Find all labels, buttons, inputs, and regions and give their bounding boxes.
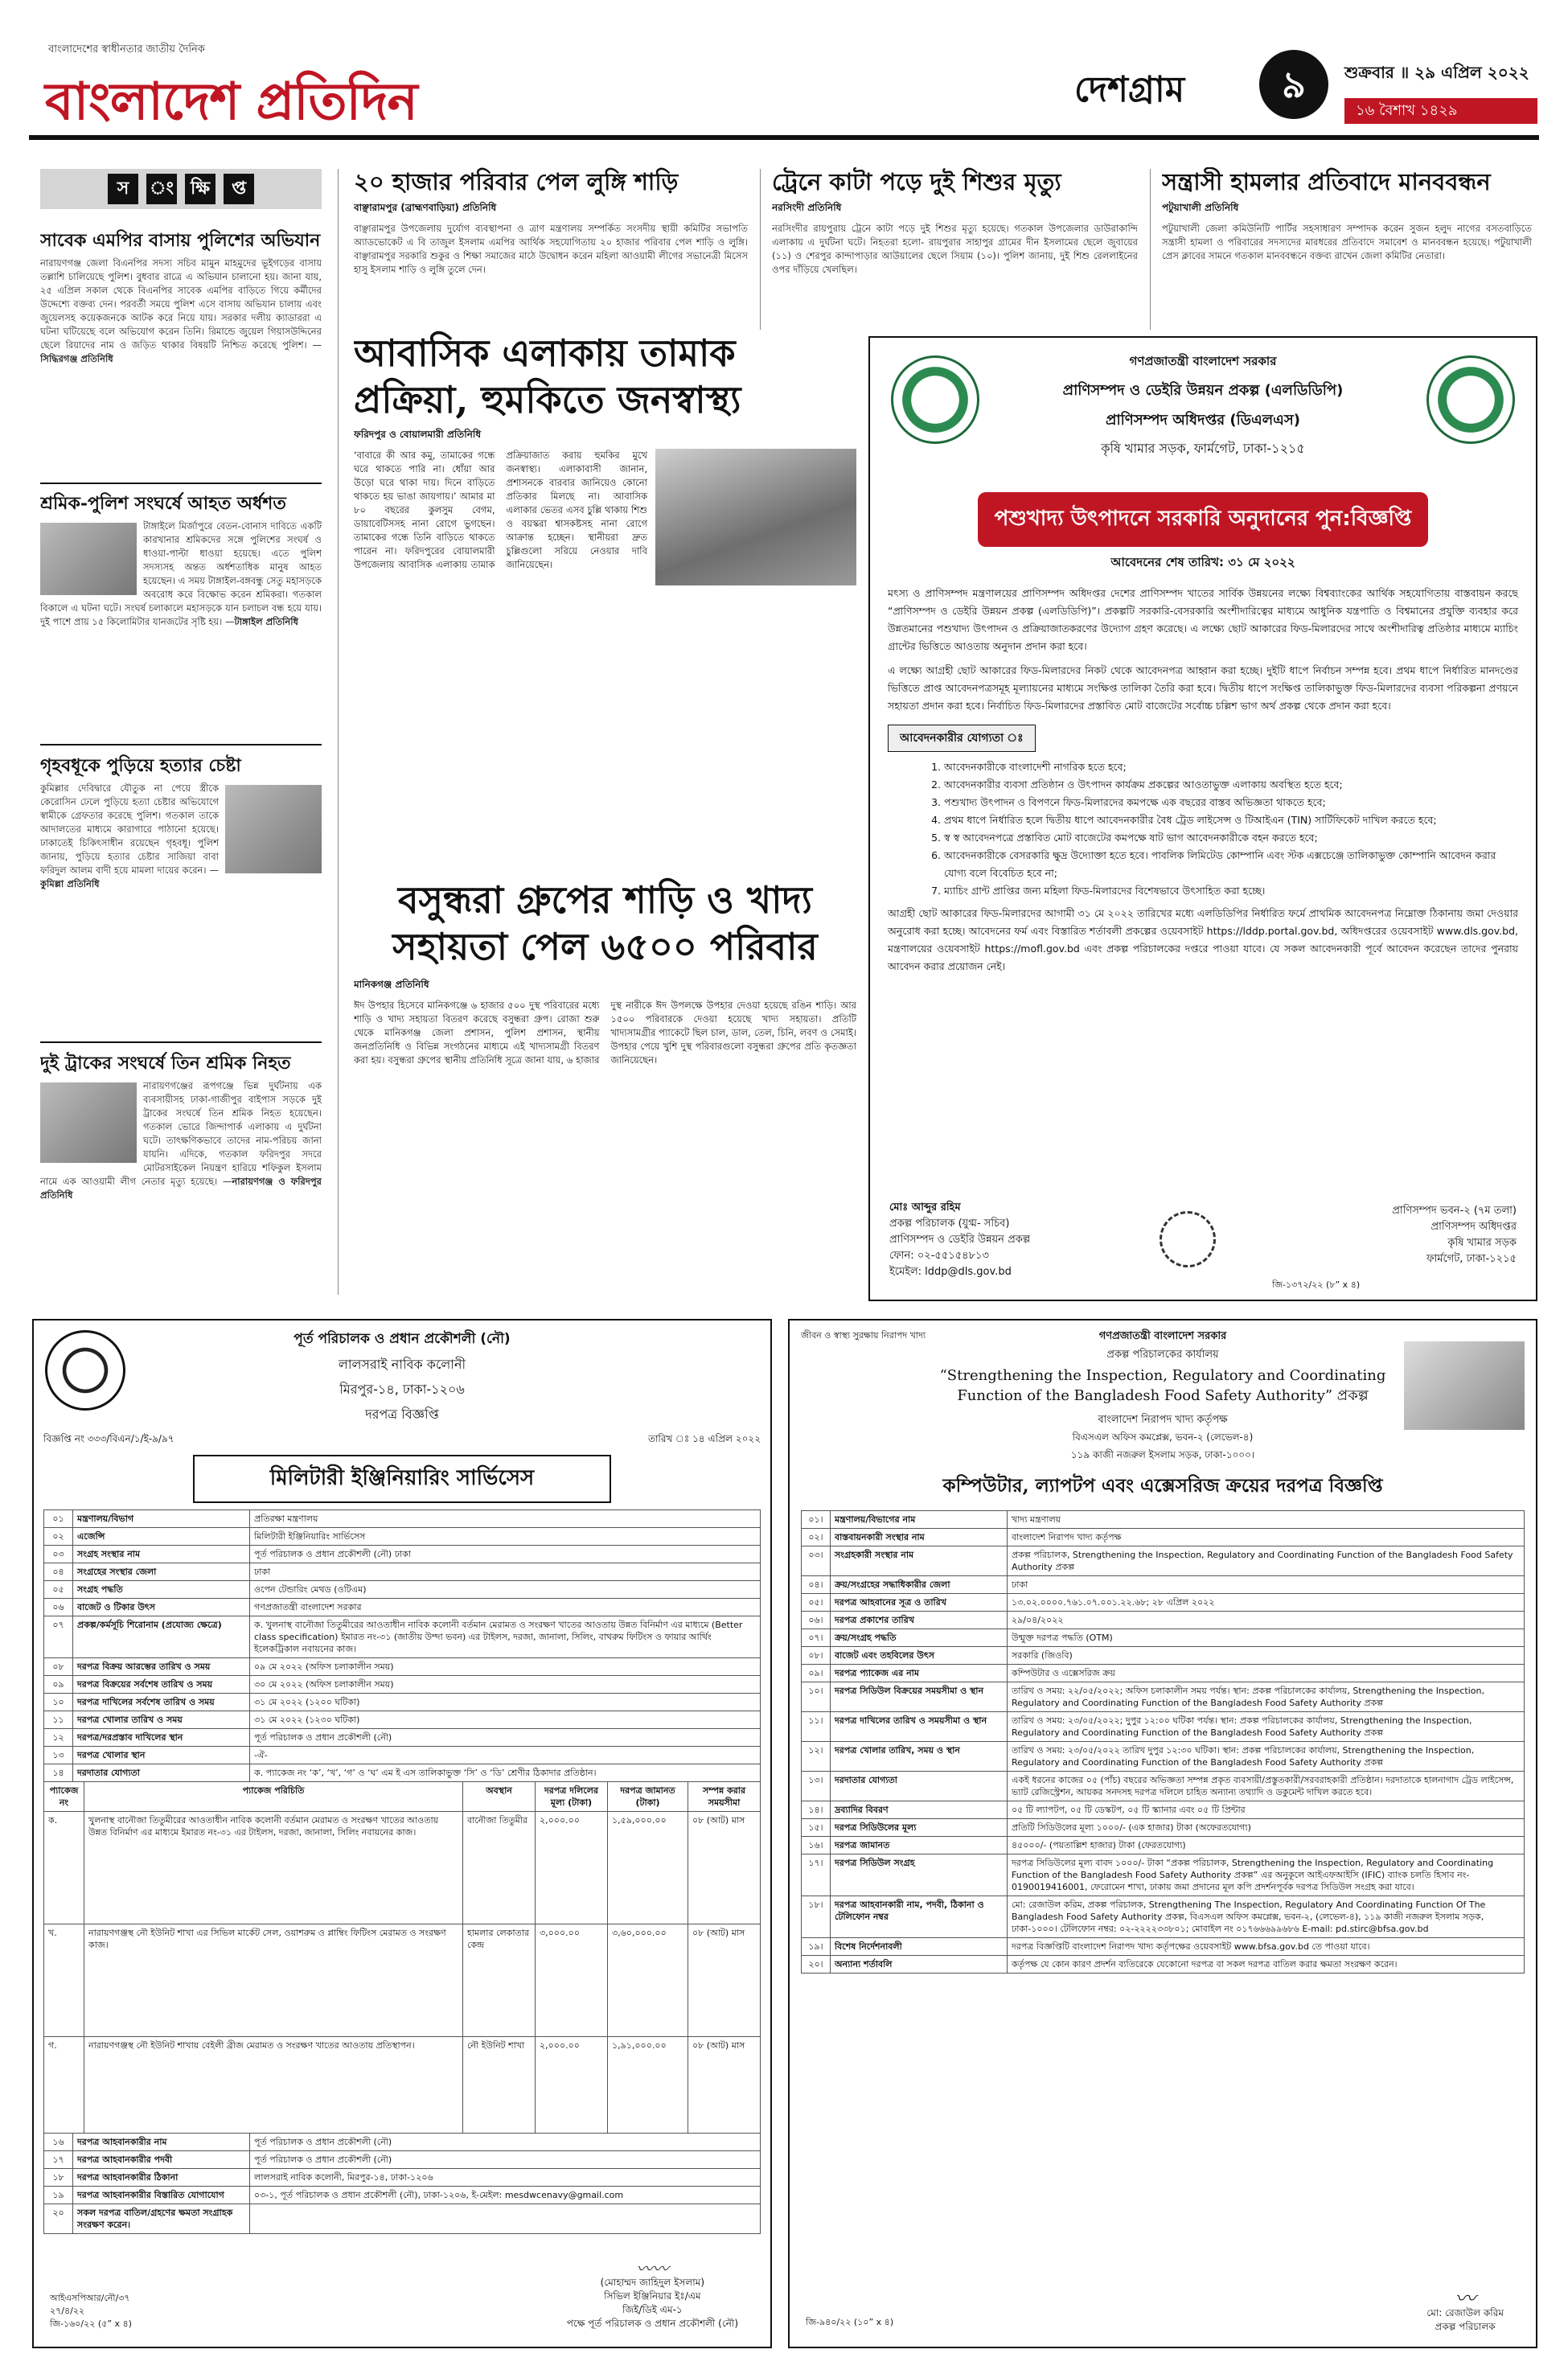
bfsa-tagline: জীবন ও স্বাস্থ্য সুরক্ষায় নিরাপদ খাদ্য <box>801 1330 926 1341</box>
ad-dept-name: প্রাণিসম্পদ অধিদপ্তর (ডিএলএস) <box>1106 412 1300 429</box>
signer-name: (মোহাম্মদ জাহিদুল ইসলাম) <box>600 2277 705 2288</box>
table-row: ১০। দরপত্র সিডিউল বিক্রয়ের সময়সীমা ও স্থান তারিখ ও সময়: ২২/০৫/২০২২; অফিস চলাকালীন সময় পর্যন্ত। স্থান: প্রকল্প পরিচালকের কার্যালয়, Strengthening the Inspection, Regulatory and Coordinating Function of the Bangladesh Food Safety Authority প্রকল্প <box>802 1682 1525 1712</box>
table-row: ০৩। সংগ্রহকারী সংস্থার নাম প্রকল্প পরিচালক, Strengthening the Inspection, Regulatory and Coordinating Function of the Bangladesh Food Safety Authority প্রকল্প <box>802 1546 1525 1576</box>
table-row: ১৫। দরপত্র সিডিউলের মূল্য প্রতিটি সিডিউলের মূল্য ১০০০/- (এক হাজার) টাকা (অফেরতযোগ্য) <box>802 1819 1525 1837</box>
table-row: ০৫ সংগ্রহ পদ্ধতি ওপেন টেন্ডারিং মেথড (ওটিএম) <box>44 1581 761 1599</box>
newspaper-logo: বাংলাদেশ প্রতিদিন <box>45 72 417 132</box>
article-byline: পটুয়াখালী প্রতিনিধি <box>1162 202 1239 213</box>
bfsa-address: বিএসএল অফিস কমপ্লেক্স, ভবন-২ (লেভেল-৪) <box>1072 1431 1254 1443</box>
article-headline: আবাসিক এলাকায় তামাক প্রক্রিয়া, হুমকিতে জনস্বাস্থ্য <box>354 331 741 421</box>
briefs-letter: ক্ষি <box>185 174 215 204</box>
article-byline: বাঞ্ছারামপুর (ব্রাহ্মণবাড়িয়া) প্রতিনিধি <box>354 202 497 213</box>
table-row: ২০। অন্যান্য শর্তাবলি কর্তৃপক্ষ যে কোন কারণ প্রদর্শন ব্যতিরেকে যেকোনো দরপত্র বা সকল দরপত্র বাতিল করার ক্ষমতা সংরক্ষণ করেন। <box>802 1956 1525 1974</box>
eligibility-title: আবেদনকারীর যোগ্যতা ঃ <box>888 725 1036 752</box>
mes-office: পূর্ত পরিচালক ও প্রধান প্রকৌশলী (নৌ) <box>293 1331 511 1347</box>
news-article <box>354 877 856 1295</box>
table-row: ০৮। বাজেট এবং তহবিলের উৎস সরকারি (জিওবি) <box>802 1647 1525 1665</box>
brief-credit: সিদ্ধিরগঞ্জ প্রতিনিধি <box>40 353 113 364</box>
brief-credit: টাঙ্গাইল প্রতিনিধি <box>234 616 298 627</box>
bfsa-project: “Strengthening the Inspection, Regulatory and Coordinating Function of the Bangladesh Food Safety Authority” প্রকল্প <box>939 1367 1386 1404</box>
ad-paragraph: এ লক্ষ্যে আগ্রহী ছোট আকারের ফিড-মিলারদের নিকট থেকে আবেদনপত্র আহ্বান করা হচ্ছে। দুইটি ধাপে নির্বাচন সম্পন্ন হবে। প্রথম ধাপে নির্ধারিত মানদণ্ডের ভিত্তিতে প্রাপ্ত আবেদনপত্রসমূহ মূল্যায়নের মাধ্যমে সংক্ষিপ্ত তালিকা তৈরি করা হবে। দ্বিতীয় ধাপে সংক্ষিপ্ত তালিকাভুক্ত ফিড-মিলারদের ব্যবসা পরিকল্পনা প্রণয়নে সহায়তা প্রদান করা হবে। নির্বাচিত ফিড-মিলারদের প্রস্তাবিত মোট বাজেটের সর্বোচ্চ চল্লিশ ভাগ অর্থ প্রকল্প থেকে প্রদান করা হবে। <box>888 664 1518 712</box>
mes-tender-ad <box>32 1319 772 2348</box>
table-row: ১৪। দ্রব্যাদির বিবরণ ০৫ টি ল্যাপটপ, ০৫ টি ডেস্কটপ, ০৫ টি স্ক্যানার এবং ০৫ টি প্রিন্টার <box>802 1801 1525 1819</box>
table-row: ১৮। দরপত্র আহবানকারী নাম, পদবী, ঠিকানা ও টেলিফোন নম্বর মো: রেজাউল করিম, প্রকল্প পরিচালক, Strengthening The Inspection, Regulatory And Coordinating Function Of The Bangladesh Food Safety Authority প্রকল্প, বিএসএল অফিস কমপ্লেক্স, ভবন-২, (লেভেল-৪), ১১৯ কাজী নজরুল ইসলাম সড়ক, ঢাকা-১০০০। টেলিফোন নম্বর: ০২-২২২২৩৩৮০১; মোবাইল নং ০১৭৬৬৬৯৯৬৮৬ E-mail: pd.stirc@bfsa.gov.bd <box>802 1896 1525 1938</box>
mes-date: তারিখ ঃ ১৪ এপ্রিল ২০২২ <box>647 1433 761 1444</box>
table-row: গ. নারায়ণগঞ্জস্থ নৌ ইউনিট শাখায় বেইলী ব্রীজ মেরামত ও সংরক্ষণ খাতের আওতায় প্রতিস্থাপন। নৌ ইউনিট শাখা ২,০০০.০০ ১,৯১,০০০.০০ ০৮ (আট) মাস <box>44 2037 761 2134</box>
navy-anchor-icon <box>45 1330 125 1411</box>
mes-notice: দরপত্র বিজ্ঞপ্তি <box>365 1407 439 1422</box>
ad-code: আইএসপিআর/নৌ/৩৭ <box>50 2293 130 2303</box>
brief-title: দুই ট্রাকের সংঘর্ষে তিন শ্রমিক নিহত <box>40 1053 291 1074</box>
table-header-row: প্যাকেজ নং প্যাকেজ পরিচিতি অবস্থান দরপত্র দলিলের মূল্য (টাকা) দরপত্র জামানত (টাকা) সম্পন্ন করার সময়সীমা <box>44 1782 761 1812</box>
brief-article: দুই ট্রাকের সংঘর্ষে তিন শ্রমিক নিহত নারায়ণগঞ্জের রূপগঞ্জে ভিন্ন দুর্ঘটনায় এক ব্যবসায়ীসহ ঢাকা-গাজীপুর বাইপাস সড়কে দুই ট্রাকের সংঘর্ষে তিন শ্রমিক নিহত হয়েছেন। গতকাল ভোরে জিন্দাপার্ক এলাকায় এ দুর্ঘটনা ঘটে। তাৎক্ষণিকভাবে তাদের নাম-পরিচয় জানা যায়নি। এদিকে, গতকাল ফরিদপুর সদরে মোটরসাইকেল নিয়ন্ত্রণ হারিয়ে শফিকুল ইসলাম নামে এক আওয়ামী লীগ নেতার মৃত্যু হয়েছে। —নারায়ণগঞ্জ ও ফরিদপুর প্রতিনিধি <box>40 1053 322 1201</box>
bangladesh-govt-seal-icon <box>891 355 979 444</box>
brief-body: নারায়ণগঞ্জ জেলা বিএনপির সদস্য সচিব মামুন মাহমুদের ভূইগড়ের বাসায় তল্লাশি চালিয়েছে পুলিশ। বুধবার রাত্রে এ অভিযান চালানো হয়। জানা যায়, ২৫ এপ্রিল সকাল থেকে বিএনপির সাবেক এমপির বাড়িতে গিয়ে কর্মীদের উদ্দেশ্যে বক্তব্য দেন। পরবর্তী সময়ে পুলিশ এসে বাসায় অভিযান চালায় এবং জুয়েলসহ কয়েকজনকে আটক করে নিয়ে যায়। সরকার দলীয় ক্যাডাররা এ ঘটনা ঘটিয়েছে বলে অভিযোগ করেন তিনি। রিমান্ডে জুয়েল গিয়াসউদ্দিনের ছেলে রিয়াদের নাম ও জড়িত থাকার বিষয়টি নিশ্চিত করেছে পুলিশ। <box>40 257 322 351</box>
mes-ref: বিজ্ঞপ্তি নং ৩৩৩/বিএন/১/ই-৯/৯৭ <box>43 1433 174 1444</box>
ad-code: জি-১৩৭২/২২ (৮” x ৪) <box>1272 1279 1361 1290</box>
ad-code: ২৭/৪/২২ <box>50 2306 85 2316</box>
article-byline: মানিকগঞ্জ প্রতিনিধি <box>354 979 429 990</box>
article-headline: বসুন্ধরা গ্রুপের শাড়ি ও খাদ্য সহায়তা পেল ৬৫০০ পরিবার <box>392 878 818 968</box>
table-row: ১২ দরপত্র/দরপ্রস্তাব দাখিলের স্থান পূর্ত পরিচালক ও প্রধান প্রকৌশলী (নৌ) <box>44 1729 761 1747</box>
table-row: ০৯ দরপত্র বিক্রয়ের সর্বশেষ তারিখ ও সময় ৩০ মে ২০২২ (অফিস চলাকালীন সময়) <box>44 1676 761 1694</box>
brief-article: সাবেক এমপির বাসায় পুলিশের অভিযান নারায়ণগঞ্জ জেলা বিএনপির সদস্য সচিব মামুন মাহমুদের ভূইগড়ের বাসায় তল্লাশি চালিয়েছে পুলিশ। বুধবার রাত্রে এ অভিযান চালানো হয়। জানা যায়, ২৫ এপ্রিল সকাল থেকে বিএনপির সাবেক এমপির বাড়িতে গিয়ে কর্মীদের উদ্দেশ্যে বক্তব্য দেন। পরবর্তী সময়ে পুলিশ এসে বাসায় অভিযান চালায় এবং জুয়েলসহ কয়েকজনকে আটক করে নিয়ে যায়। সরকার দলীয় ক্যাডাররা এ ঘটনা ঘটিয়েছে বলে অভিযোগ করেন তিনি। রিমান্ডে জুয়েল গিয়াসউদ্দিনের ছেলে রিয়াদের নাম ও জড়িত থাকার বিষয়টি নিশ্চিত করেছে পুলিশ। —সিদ্ধিরগঞ্জ প্রতিনিধি <box>40 230 322 364</box>
table-row: ০৪। ক্রয়/সংগ্রহের সদ্ধাধিকারীর জেলা ঢাকা <box>802 1576 1525 1594</box>
ad-address: কৃষি খামার সড়ক, ফার্মগেট, ঢাকা-১২১৫ <box>1101 441 1305 456</box>
column-rule <box>338 169 339 1295</box>
article-headline: ট্রেনে কাটা পড়ে দুই শিশুর মৃত্যু <box>772 168 1061 195</box>
signer-phone: ফোন: ০২-৫৫১৫৪৮১৩ <box>889 1250 989 1262</box>
briefs-letter: প্ত <box>224 174 254 204</box>
mes-colony: লালসরাই নাবিক কলোনী <box>338 1357 466 1372</box>
bfsa-gov: গণপ্রজাতন্ত্রী বাংলাদেশ সরকার <box>1098 1330 1227 1342</box>
news-article <box>354 167 748 328</box>
article-body: নরসিংদীর রায়পুরায় ট্রেনে কাটা পড়ে দুই শিশুর মৃত্যু হয়েছে। গতকাল উপজেলার ডাউরাকান্দি এলাকায় এ দুর্ঘটনা ঘটে। নিহতরা হলো- রায়পুরার সাহাপুর গ্রামের দীন ইসলামের ছেলে জুবায়ের (১১) ও শেরপুর কান্দাপাড়ার আউয়ালের ছেলে সিয়াম (১০)। পুলিশ জানায়, দুই শিশু রেললাইনের ওপর দাঁড়িয়ে খেলছিল। <box>772 223 1138 275</box>
article-body: ‘বাবারে কী আর কমু, তামাকের গন্ধে ঘরে থাকতে পারি না। ধোঁয়া আর উড়ো ঘরে থাকা দায়। দিনে বাড়িতে থাকতে হয় ভাঙা জায়গায়।’ আমার মা ৮০ বছরের কুলসুম বেগম, ডায়াবেটিসসহ নানা রোগে ভুগছেন। তামাকের গন্ধে তিনি বাড়িতে থাকতে পারেন না। ফরিদপুরের বোয়ালমারী উপজেলায় আবাসিক এলাকায় তামাক প্রক্রিয়াজাত করায় হুমকির মুখে জনস্বাস্থ্য। এলাকাবাসী জানান, প্রশাসনকে বারবার জানিয়েও কোনো প্রতিকার মিলছে না। আবাসিক এলাকার ভেতর এসব চুল্লি থাকায় শিশু ও বয়স্করা শ্বাসকষ্টসহ নানা রোগে আক্রান্ত হচ্ছেন। স্থানীয়রা দ্রুত চুল্লিগুলো সরিয়ে নেওয়ার দাবি জানিয়েছেন। <box>354 450 647 570</box>
divider <box>40 483 322 484</box>
signer-title: সিভিল ইঞ্জিনিয়ার ইঃ/এম <box>604 2290 701 2302</box>
mujib-100-logo-icon <box>1404 1341 1525 1430</box>
masthead-rule <box>29 135 1539 140</box>
table-row: ১৭ দরপত্র আহবানকারীর পদবী পূর্ত পরিচালক ও প্রধান প্রকৌশলী (নৌ) <box>44 2151 761 2169</box>
brief-article: শ্রমিক-পুলিশ সংঘর্ষে আহত অর্ধশত টাঙ্গাইলে মির্জাপুরে বেতন-বোনাস দাবিতে একটি কারখানার শ্রমিকদের সঙ্গে পুলিশের সংঘর্ষ ও ধাওয়া-পাল্টা ধাওয়া হয়েছে। এতে পুলিশ সদস্যসহ অন্তত অর্ধশতাধিক মানুষ আহত হয়েছেন। এ সময় টাঙ্গাইল-বঙ্গবন্ধু সেতু মহাসড়কে অবরোধ করে বিক্ষোভ করেন শ্রমিকরা। গতকাল বিকালে এ ঘটনা ঘটে। সংঘর্ষ চলাকালে মহাসড়কে যান চলাচল বন্ধ হয়ে যায়। দুই পাশে প্রায় ১৫ কিলোমিটার যানজটের সৃষ্টি হয়। —টাঙ্গাইল প্রতিনিধি <box>40 493 322 627</box>
ad-apply-text: আগ্রহী ছোট আকারের ফিড-মিলারদের আগামী ৩১ মে ২০২২ তারিখের মধ্যে এলডিডিপির নির্ধারিত ফর্মে প্রাথমিক আবেদনপত্র নিম্নোক্ত ঠিকানায় জমা দেওয়ার অনুরোধ করা হচ্ছে। আবেদনের ফর্ম এবং বিস্তারিত শর্তাবলী প্রকল্পের ওয়েবসাইট https://lddp.portal.gov.bd, অধিদপ্তরের ওয়েবসাইট www.dls.gov.bd, মন্ত্রণালয়ের ওয়েবসাইট https://mofl.gov.bd এবং প্রকল্প পরিচালকের দপ্তরে পাওয়া যাবে। যে সকল আবেদনকারী পূর্বে আবেদন করেছেন তাদের পুনরায় আবেদন করার প্রয়োজন নেই। <box>888 907 1518 972</box>
brief-title: গৃহবধূকে পুড়িয়ে হত্যার চেষ্টা <box>40 755 241 776</box>
column-rule <box>1150 169 1151 330</box>
table-row: ১২। দরপত্র খোলার তারিখ, সময় ও স্থান তারিখ ও সময়: ২৩/০৫/২০২২ তারিখ দুপুর ১২:৩০ ঘটিকা। স্থান: প্রকল্প পরিচালকের কার্যালয়, Strengthening the Inspection, Regulatory and Coordinating Function of the Bangladesh Food Safety Authority প্রকল্প <box>802 1742 1525 1772</box>
article-body: পটুয়াখালী জেলা কমিউনিটি পার্টির সহসাধারণ সম্পাদক করেন সুজন হলুদ নাগের বসতবাড়িতে সন্ত্রাসী হামলা ও পরিবারের সদস্যদের মারধরের প্রতিবাদে সমাবেশ ও মানববন্ধন হয়েছে। পটুয়াখালী প্রেস ক্লাবের সামনে গতকাল মানববন্ধনে বক্তব্য রাখেন জেলা কমিটির নেতারা। <box>1162 223 1532 261</box>
column-rule <box>760 169 761 330</box>
table-row: ০১ মন্ত্রণালয়/বিভাগ প্রতিরক্ষা মন্ত্রণালয় <box>44 1510 761 1528</box>
brief-article: গৃহবধূকে পুড়িয়ে হত্যার চেষ্টা কুমিল্লার দেবিদ্বারে যৌতুক না পেয়ে স্ত্রীকে কেরোসিন ঢেলে পুড়িয়ে হত্যা চেষ্টার অভিযোগে স্বামীকে গ্রেফতার করেছে পুলিশ। গতকাল তাকে আদালতের মাধ্যমে কারাগারে পাঠানো হয়েছে। ঢাকাতেই চিকিৎসাধীন রয়েছেন গৃহবধূ। পুলিশ জানায়, পুড়িয়ে হত্যার চেষ্টার সাজিয়া বাবা ফরিদুল আলম বাদী হয়ে মামলা দায়ের করেন। —কুমিল্লা প্রতিনিধি <box>40 754 322 1032</box>
signer-name: মো: রেজাউল করিম <box>1426 2307 1504 2319</box>
article-byline: ফরিদপুর ও বোয়ালমারী প্রতিনিধি <box>354 429 482 440</box>
ad-project-name: প্রাণিসম্পদ ও ডেইরি উন্নয়ন প্রকল্প (এলডিডিপি) <box>1062 382 1344 399</box>
table-row: ০৮ দরপত্র বিক্রয় আরম্ভের তারিখ ও সময় ০৯ মে ২০২২ (অফিস চলাকালীন সময়) <box>44 1658 761 1676</box>
brief-photo <box>40 523 137 595</box>
masthead <box>29 14 1539 159</box>
brief-credit: নারায়ণগঞ্জ ও ফরিদপুর প্রতিনিধি <box>40 1176 322 1201</box>
eligibility-item: 2. আবেদনকারীর ব্যবসা প্রতিষ্ঠান ও উৎপাদন কার্যক্রম প্রকল্পের আওতাভুক্ত এলাকায় অবস্থিত হতে হবে; <box>944 776 1518 794</box>
signer-title: জিই/ডিই এম-১ <box>622 2304 683 2315</box>
ad-intro: মৎস্য ও প্রাণিসম্পদ মন্ত্রণালয়ের প্রাণিসম্পদ অধিদপ্তর দেশের প্রাণিসম্পদ খাতের সার্বিক উন্নয়নের লক্ষ্যে বিশ্বব্যাংকের আর্থিক সহযোগিতায় বাস্তবায়ন করছে “প্রাণিসম্পদ ও ডেইরি উন্নয়ন প্রকল্প (এলডিডিপি)”। প্রকল্পটি সরকারি-বেসরকারি অংশীদারিত্বের মাধ্যমে আধুনিক যন্ত্রপাতি ও বিশ্বমানের প্রযুক্তি ব্যবহার করে উন্নতমানের পশুখাদ্য উৎপাদন ও প্রক্রিয়াজাতকরণের উদ্যোগ গ্রহণ করেছে। এ লক্ষ্যে ছোট আকারের ফিড-মিলারদের সাথে অংশীদারিত্ব প্রতিষ্ঠার মাধ্যমে ম্যাচিং গ্রান্টের ভিত্তিতে আওতায় অনুদান প্রদান করা হবে। <box>888 587 1518 652</box>
table-row: ১০ দরপত্র দাখিলের সর্বশেষ তারিখ ও সময় ৩১ মে ২০২২ (১২০০ ঘটিকা) <box>44 1694 761 1711</box>
table-row: ১১। দরপত্র দাখিলের তারিখ ও সময়সীমা ও স্থান তারিখ ও সময়: ২৩/০৫/২০২২; দুপুর ১২:০০ ঘটিকা পর্যন্ত। স্থান: প্রকল্প পরিচালকের কার্যালয়, Strengthening the Inspection, Regulatory and Coordinating Function of the Bangladesh Food Safety Authority প্রকল্প <box>802 1712 1525 1742</box>
divider <box>40 744 322 745</box>
address-line: ফার্মগেট, ঢাকা-১২১৫ <box>1426 1253 1517 1265</box>
mes-signature-block <box>566 2259 738 2331</box>
signer-email: ইমেইল: lddp@dls.gov.bd <box>889 1266 1012 1278</box>
table-row: ১৩। দরদাতার যোগ্যতা একই ধরনের কাজের ০৫ (পাঁচ) বছরের অভিজ্ঞতা সম্পন্ন প্রকৃত ব্যবসায়ী/প্রস্তুতকারী/সরবরাহকারী প্রতিষ্ঠান। দরদাতাকে হালনাগাদ ট্রেড লাইসেন্স, ভ্যাট রেজিস্ট্রেশন, আয়কর সনদসহ দরপত্র দলিলে চাহিত অন্যান্য তথ্যাদি ও ডকুমেন্ট দাখিল করতে হবে। <box>802 1772 1525 1801</box>
mes-footer-table <box>43 2133 761 2234</box>
bfsa-title: কম্পিউটার, ল্যাপটপ এবং এক্সেসরিজ ক্রয়ের দরপত্র বিজ্ঞপ্তি <box>942 1475 1383 1497</box>
ad-gov-name: গণপ্রজাতন্ত্রী বাংলাদেশ সরকার <box>1129 354 1277 368</box>
article-headline: সন্ত্রাসী হামলার প্রতিবাদে মানববন্ধন <box>1162 168 1491 195</box>
table-row: ০৭। ক্রয়/সংগ্রহ পদ্ধতি উন্মুক্ত দরপত্র পদ্ধতি (OTM) <box>802 1629 1525 1647</box>
mes-code-block <box>50 2292 132 2331</box>
table-row: ০৬। দরপত্র প্রকাশের তারিখ ২৯/০৪/২০২২ <box>802 1612 1525 1629</box>
table-row: ০৬ বাজেট ও টিকার উৎস গণপ্রজাতন্ত্রী বাংলাদেশ সরকার <box>44 1599 761 1616</box>
masthead-tagline: বাংলাদেশের স্বাধীনতার জাতীয় দৈনিক <box>48 43 205 55</box>
article-body: ঈদ উপহার হিসেবে মানিকগঞ্জে ৬ হাজার ৫০০ দুস্থ পরিবারের মধ্যে শাড়ি ও খাদ্য সহায়তা বিতরণ করেছে বসুন্ধরা গ্রুপ। রোজা শুরু থেকে মানিকগঞ্জ জেলা প্রশাসন, পুলিশ প্রশাসন, স্থানীয় জনপ্রতিনিধি ও বিভিন্ন সংগঠনের মাধ্যমে এই খাদ্যসামগ্রী বিতরণ করা হয়। বসুন্ধরা গ্রুপের স্থানীয় প্রতিনিধি সূত্রে জানা যায়, ৬ হাজার দুস্থ নারীকে ঈদ উপলক্ষে উপহার দেওয়া হয়েছে রঙিন শাড়ি। আর ১৫০০ পরিবারকে দেওয়া হয়েছে খাদ্য সহায়তা। প্রতিটি খাদ্যসামগ্রীর প্যাকেটে ছিল চাল, ডাল, তেল, চিনি, লবণ ও সেমাই। উপহার পেয়ে খুশি দুস্থ পরিবারগুলো বসুন্ধরা গ্রুপের প্রতি কৃতজ্ঞতা জানিয়েছেন। <box>354 1000 856 1066</box>
table-row: ১৭। দরপত্র সিডিউল সংগ্রহ দরপত্র সিডিউলের মূল্য বাবদ ১০০০/- টাকা “প্রকল্প পরিচালক, Strengthening the Inspection, Regulatory and Coordinating Function of the Bangladesh Food Safety Authority প্রকল্প” এর অনুকূলে আইএফআইসি (IFIC) ব্যাংক চলতি হিসাব নং- 0190019416001, ফেরোমেন শাখা, ঢাকায় জমা প্রদানের মূল কপি প্রদর্শনপূর্বক দরপত্র সিডিউল সংগ্রহ করা যাবে। <box>802 1854 1525 1896</box>
brief-body: কুমিল্লার দেবিদ্বারে যৌতুক না পেয়ে স্ত্রীকে কেরোসিন ঢেলে পুড়িয়ে হত্যা চেষ্টার অভিযোগে স্বামীকে গ্রেফতার করেছে পুলিশ। গতকাল তাকে আদালতের মাধ্যমে কারাগারে পাঠানো হয়েছে। ঢাকাতেই চিকিৎসাধীন রয়েছেন গৃহবধূ। পুলিশ জানায়, পুড়িয়ে হত্যার চেষ্টার সাজিয়া বাবা ফরিদুল আলম বাদী হয়ে মামলা দায়ের করেন। <box>40 782 219 876</box>
eligibility-item: 1. আবেদনকারীকে বাংলাদেশী নাগরিক হতে হবে; <box>944 758 1518 776</box>
signer-org: প্রাণিসম্পদ ও ডেইরি উন্নয়ন প্রকল্প <box>889 1234 1031 1246</box>
ad-address-block <box>1392 1203 1517 1267</box>
table-row: ০৭ প্রকল্প/কর্মসূচি শিরোনাম (প্রযোজ্য ক্ষেত্রে) ক. খুলনাস্থ বানৌজা তিতুমীরের আওতাধীন নাবিক কলোনী বর্তমান মেরামত ও সংরক্ষণ খাতের আওতায় উন্নত বিনির্মাণ এর মাধ্যমে (Better class specification) ইমারত নং-৩১ (জাতীয় উম্দা ভবন) এর টাইলস, দরজা, জানালা, সিলিং, বাথরুম ফিটিংস ও ফায়ার আর্থিং ইলেকট্রিকাল নবায়নের কাজ। <box>44 1616 761 1658</box>
signer-title: প্রকল্প পরিচালক (যুগ্ম- সচিব) <box>889 1218 1010 1230</box>
table-row: ২০ সকল দরপত্র বাতিল/গ্রহণের ক্ষমতা সংগ্রাহক সংরক্ষণ করেন। <box>44 2204 761 2234</box>
signer-name: মোঃ আব্দুর রহিম <box>889 1201 961 1214</box>
brief-credit: কুমিল্লা প্রতিনিধি <box>40 878 100 889</box>
divider <box>40 1041 322 1043</box>
brief-body: টাঙ্গাইলে মির্জাপুরে বেতন-বোনাস দাবিতে একটি কারখানার শ্রমিকদের সঙ্গে পুলিশের সংঘর্ষ ও ধাওয়া-পাল্টা ধাওয়া হয়েছে। এতে পুলিশ সদস্যসহ অন্তত অর্ধশতাধিক মানুষ আহত হয়েছেন। এ সময় টাঙ্গাইল-বঙ্গবন্ধু সেতু মহাসড়কে অবরোধ করে বিক্ষোভ করেন শ্রমিকরা। গতকাল বিকালে এ ঘটনা ঘটে। সংঘর্ষ চলাকালে মহাসড়কে যান চলাচল বন্ধ হয়ে যায়। দুই পাশে প্রায় ১৫ কিলোমিটার যানজটের সৃষ্টি হয়। <box>40 520 322 627</box>
section-title: দেশগ্রাম <box>1074 69 1185 110</box>
table-row: ০৫। দরপত্র আহবানের সূত্র ও তারিখ ১৩.০২.০০০০.৭৬১.০৭.০০১.২২.৬৮; ২৮ এপ্রিল ২০২২ <box>802 1594 1525 1612</box>
article-headline: ২০ হাজার পরিবার পেল লুঙ্গি শাড়ি <box>354 168 679 195</box>
dls-logo-icon <box>1426 355 1515 444</box>
article-byline: নরসিংদী প্রতিনিধি <box>772 202 842 213</box>
address-line: কৃষি খামার সড়ক <box>1447 1237 1517 1249</box>
bfsa-signature-block <box>1426 2287 1504 2334</box>
address-line: প্রাণিসম্পদ ভবন-২ (৭ম তলা) <box>1392 1205 1517 1217</box>
table-row: ১৩ দরপত্র খোলার স্থান -ঐ- <box>44 1747 761 1764</box>
news-article <box>1162 167 1532 328</box>
table-row: ১৪ দরদাতার যোগ্যতা ক. প্যাকেজ নং ‘ক’, ‘খ’, ‘গ’ ও ‘ঘ’ এম ই এস তালিকাভুক্ত ‘সি’ ও ‘ডি’ শ্রেণীর ঠিকাদার প্রতিষ্ঠান। <box>44 1764 761 1782</box>
livestock-ad <box>868 336 1537 1301</box>
briefs-letter: স <box>108 174 138 204</box>
lddp-logo-icon <box>1160 1211 1216 1267</box>
table-row: ০২। বাস্তবায়নকারী সংস্থার নাম বাংলাদেশ নিরাপদ খাদ্য কর্তৃপক্ষ <box>802 1529 1525 1546</box>
table-row: ১৬ দরপত্র আহবানকারীর নাম পূর্ত পরিচালক ও প্রধান প্রকৌশলী (নৌ) <box>44 2134 761 2151</box>
bfsa-address: ১১৯ কাজী নজরুল ইসলাম সড়ক, ঢাকা-১০০০। <box>1070 1449 1255 1460</box>
eligibility-item: 5. স্ব স্ব আবেদনপত্রে প্রস্তাবিত মোট বাজেটের কমপক্ষে ষাট ভাগ আবেদনকারীকে বহন করতে হবে; <box>944 829 1518 847</box>
brief-body: নারায়ণগঞ্জের রূপগঞ্জে ভিন্ন দুর্ঘটনায় এক ব্যবসায়ীসহ ঢাকা-গাজীপুর বাইপাস সড়কে দুই ট্রাকের সংঘর্ষে তিন শ্রমিক নিহত হয়েছেন। গতকাল ভোরে জিন্দাপার্ক এলাকায় এ দুর্ঘটনা ঘটে। তাৎক্ষণিকভাবে তাদের নাম-পরিচয় জানা যায়নি। এদিকে, গতকাল ফরিদপুর সদরে মোটরসাইকেল নিয়ন্ত্রণ হারিয়ে শফিকুল ইসলাম নামে এক আওয়ামী লীগ নেতার মৃত্যু হয়েছে। <box>40 1080 322 1187</box>
eligibility-item: 7. ম্যাচিং গ্রান্ট প্রাপ্তির জন্য মহিলা ফিড-মিলারদের বিশেষভাবে উৎসাহিত করা হচ্ছে। <box>944 882 1518 900</box>
table-row: ১১ দরপত্র খোলার তারিখ ও সময় ৩১ মে ২০২২ (১২৩০ ঘটিকা) <box>44 1711 761 1729</box>
table-row: ১৮ দরপত্র আহবানকারীর ঠিকানা লালসরাই নাবিক কলোনী, মিরপুর-১৪, ঢাকা-১২০৬ <box>44 2169 761 2187</box>
table-row: ১৯ দরপত্র আহবানকারীর বিস্তারিত যোগাযোগ ০৩-১, পূর্ত পরিচালক ও প্রধান প্রকৌশলী (নৌ), ঢাকা-১২০৬, ই-মেইল: mesdwcenavy@gmail.com <box>44 2187 761 2204</box>
mes-package-table <box>43 1781 761 2134</box>
table-row: ০৯। দরপত্র প্যাকেজ এর নাম কম্পিউটার ও এক্সেসরিজ ক্রয় <box>802 1665 1525 1682</box>
mes-area: মিরপুর-১৪, ঢাকা-১২০৬ <box>339 1382 465 1397</box>
ad-banner: পশুখাদ্য উৎপাদনে সরকারি অনুদানের পুন:বিজ্ঞপ্তি <box>978 492 1428 547</box>
briefs-header <box>40 169 322 209</box>
date-gregorian: শুক্রবার ॥ ২৯ এপ্রিল ২০২২ <box>1344 63 1529 82</box>
table-row: ০৩ সংগ্রহ সংস্থার নাম পূর্ত পরিচালক ও প্রধান প্রকৌশলী (নৌ) ঢাকা <box>44 1546 761 1563</box>
signature-icon: 〰〰 <box>636 2259 669 2278</box>
eligibility-item: 6. আবেদনকারীকে বেসরকারি ক্ষুদ্র উদ্যোক্তা হতে হবে। পাবলিক লিমিটেড কোম্পানি এবং স্টক এক্সচেঞ্জে তালিকাভুক্ত কোম্পানি আবেদন করার যোগ্য বলে বিবেচিত হবে না; <box>944 847 1518 882</box>
signer-title: প্রকল্প পরিচালক <box>1435 2321 1496 2332</box>
brief-photo <box>40 1082 137 1163</box>
brief-photo <box>225 785 322 873</box>
ad-deadline: আবেদনের শেষ তারিখ: ৩১ মে ২০২২ <box>1110 555 1295 569</box>
table-row: ০১। মন্ত্রণালয়/বিভাগের নাম খাদ্য মন্ত্রণালয় <box>802 1511 1525 1529</box>
table-row: খ. নারায়ণগঞ্জস্থ নৌ ইউনিট শাখা এর সিভিল মার্কেট সেল, ওয়াশরুম ও প্লাম্বিং ফিটিংস মেরামত ও সংরক্ষণ কাজ। হামলার লেকাতার কেন্দ্র ৩,০০০.০০ ৩,৬০,০০০.০০ ০৮ (আট) মাস <box>44 1924 761 2037</box>
mes-title: মিলিটারী ইঞ্জিনিয়ারিং সার্ভিসেস <box>193 1455 611 1503</box>
bfsa-authority: বাংলাদেশ নিরাপদ খাদ্য কর্তৃপক্ষ <box>1098 1414 1228 1426</box>
briefs-letter: ং <box>146 174 177 204</box>
table-row: ০৪ সংগ্রহের সংস্থার জেলা ঢাকা <box>44 1563 761 1581</box>
signature-icon: 〰 <box>1455 2287 1476 2311</box>
bfsa-office: প্রকল্প পরিচালকের কার্যালয় <box>1106 1349 1219 1361</box>
article-photo <box>655 449 856 585</box>
eligibility-item: 3. পশুখাদ্য উৎপাদন ও বিপণনে ফিড-মিলারদের কমপক্ষে এক বছরের বাস্তব অভিজ্ঞতা থাকতে হবে; <box>944 794 1518 811</box>
brief-title: সাবেক এমপির বাসায় পুলিশের অভিযান <box>40 230 321 251</box>
table-row: ১৯। বিশেষ নির্দেশনাবলী দরপত্র বিজ্ঞপ্তিটি বাংলাদেশ নিরাপদ খাদ্য কর্তৃপক্ষের ওয়েবসাইট www.bfsa.gov.bd তে পাওয়া যাবে। <box>802 1938 1525 1956</box>
bfsa-tender-ad <box>788 1319 1537 2348</box>
page-number: ৯ <box>1259 50 1328 119</box>
eligibility-item: 4. প্রথম ধাপে নির্ধারিত হলে দ্বিতীয় ধাপে আবেদনকারীর বৈধ ট্রেড লাইসেন্স ও টিআইএন (TIN) সার্টিফিকেট দাখিল করতে হবে; <box>944 811 1518 829</box>
date-bengali: ১৬ বৈশাখ ১৪২৯ <box>1344 98 1537 124</box>
table-row: ১৬। দরপত্র জামানত ৪৫০০০/- (পয়তাল্লিশ হাজার) টাকা (ফেরতযোগ্য) <box>802 1837 1525 1854</box>
ad-code: জি-১৬০/২২ (৫” x ৪) <box>50 2319 132 2329</box>
news-article <box>772 167 1138 328</box>
signer-title: পক্ষে পূর্ত পরিচালক ও প্রধান প্রকৌশলী (নৌ) <box>566 2318 738 2329</box>
news-article <box>354 330 856 832</box>
mes-tender-table <box>43 1509 761 1782</box>
bfsa-tender-table <box>801 1510 1525 1974</box>
table-row: ক. খুলনাস্থ বানৌজা তিতুমীরের আওতাধীন নাবিক কলোনী বর্তমান মেরামত ও সংরক্ষণ খাতের আওতায় উন্নত বিনির্মাণ এর মাধ্যমে ইমারত নং-৩১ এর টাইলস, দরজা, জানালা, সিলিং নবায়নের কাজ। বানৌজা তিতুমীর ২,০০০.০০ ১,৫৯,০০০.০০ ০৮ (আট) মাস <box>44 1812 761 1924</box>
ad-code: জি-৯৪০/২২ (১০” x ৪) <box>806 2317 894 2327</box>
article-body: বাঞ্ছারামপুর উপজেলায় দুর্যোগ ব্যবস্থাপনা ও ত্রাণ মন্ত্রণালয় সম্পর্কিত সংসদীয় স্থায়ী কমিটির সভাপতি অ্যাডভোকেট এ বি তাজুল ইসলাম এমপির আর্থিক সহযোগিতায় ২০ হাজার পরিবার পেল শাড়ি ও লুঙ্গি। বাঞ্ছারামপুর সরকারি শুকুর ও শিক্ষা সমাজের মাঠে উদ্বোধন করেন মহিলা আওয়ামী লীগের সভানেত্রী মিসেস হাসু ইসলাম শাড়ি ও লুঙ্গি তুলে দেন। <box>354 223 748 275</box>
brief-title: শ্রমিক-পুলিশ সংঘর্ষে আহত অর্ধশত <box>40 493 286 514</box>
address-line: প্রাণিসম্পদ অধিদপ্তর <box>1430 1221 1517 1233</box>
table-row: ০২ এজেন্সি মিলিটারী ইঞ্জিনিয়ারিং সার্ভিসেস <box>44 1528 761 1546</box>
ad-signature-block <box>889 1200 1030 1280</box>
